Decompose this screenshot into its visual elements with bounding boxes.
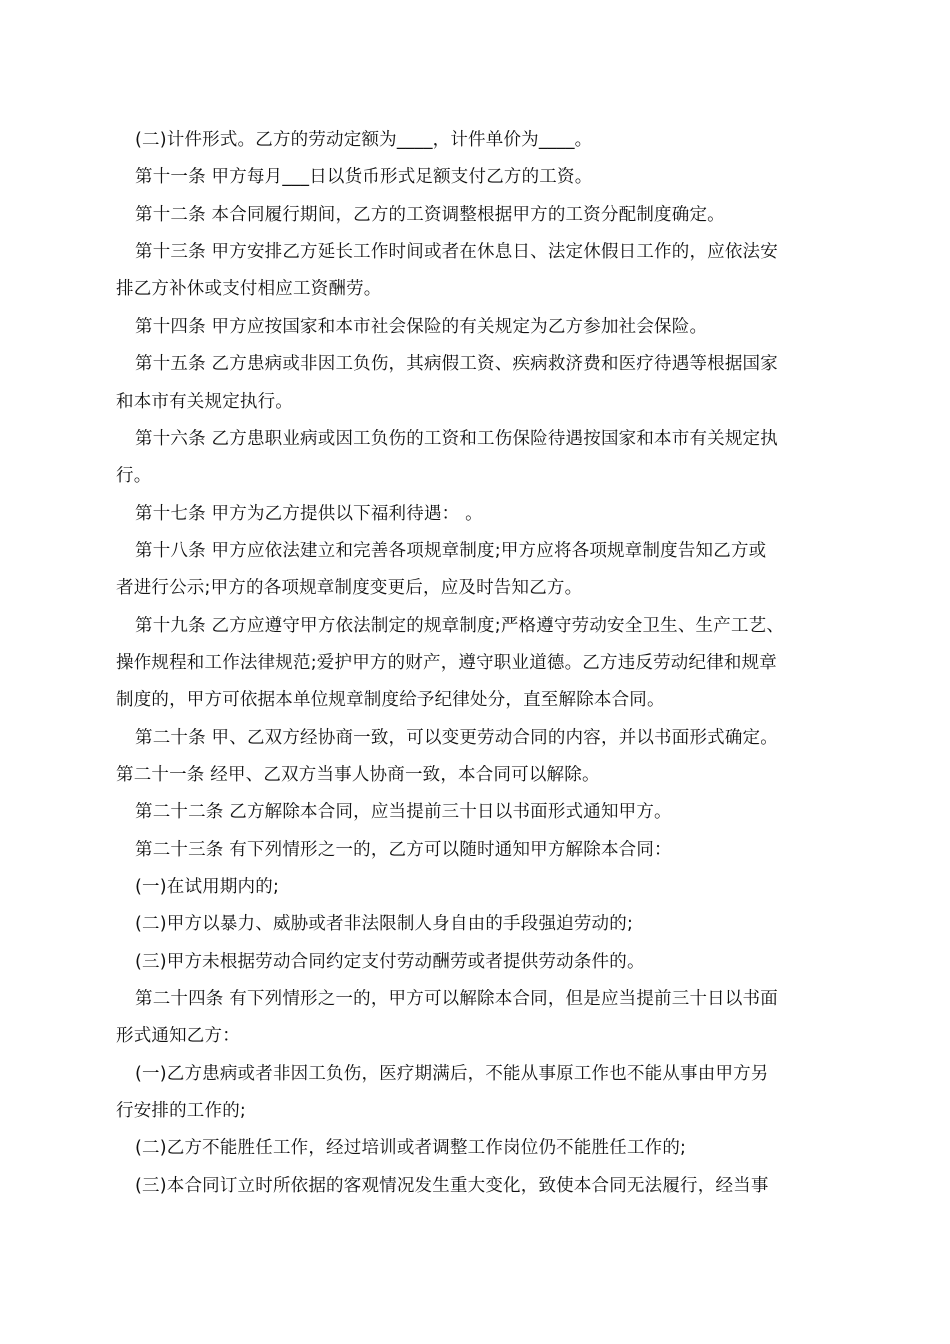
text-line: (二)计件形式。乙方的劳动定额为____，计件单价为____。: [135, 130, 593, 150]
text-line: (一)乙方患病或者非因工负伤，医疗期满后，不能从事原工作也不能从事由甲方另: [135, 1064, 769, 1084]
text-line: 制度的，甲方可依据本单位规章制度给予纪律处分，直至解除本合同。: [116, 690, 665, 710]
text-line: 第十六条 乙方患职业病或因工负伤的工资和工伤保险待遇按国家和本市有关规定执: [135, 429, 778, 449]
text-line: 第二十一条 经甲、乙双方当事人协商一致，本合同可以解除。: [116, 765, 600, 785]
text-line: (一)在试用期内的;: [135, 877, 280, 897]
text-line: (三)本合同订立时所依据的客观情况发生重大变化，致使本合同无法履行，经当事: [135, 1176, 769, 1196]
text-line: 行安排的工作的;: [116, 1101, 246, 1121]
text-line: 第十九条 乙方应遵守甲方依法制定的规章制度;严格遵守劳动安全卫生、生产工艺、: [135, 616, 785, 636]
text-line: 第二十三条 有下列情形之一的，乙方可以随时通知甲方解除本合同：: [135, 840, 672, 860]
text-line: 形式通知乙方：: [116, 1026, 240, 1046]
text-line: (二)乙方不能胜任工作，经过培训或者调整工作岗位仍不能胜任工作的;: [135, 1138, 687, 1158]
text-line: (二)甲方以暴力、威胁或者非法限制人身自由的手段强迫劳动的;: [135, 914, 634, 934]
text-line: (三)甲方未根据劳动合同约定支付劳动酬劳或者提供劳动条件的。: [135, 952, 645, 972]
text-line: 第十二条 本合同履行期间，乙方的工资调整根据甲方的工资分配制度确定。: [135, 205, 725, 225]
text-line: 者进行公示;甲方的各项规章制度变更后，应及时告知乙方。: [116, 578, 583, 598]
text-line: 第十一条 甲方每月___日以货币形式足额支付乙方的工资。: [135, 167, 593, 187]
text-line: 第十五条 乙方患病或非因工负伤，其病假工资、疾病救济费和医疗待遇等根据国家: [135, 354, 778, 374]
text-line: 排乙方补休或支付相应工资酬劳。: [116, 279, 382, 299]
text-line: 行。: [116, 466, 152, 486]
text-line: 第二十四条 有下列情形之一的，甲方可以解除本合同，但是应当提前三十日以书面: [135, 989, 778, 1009]
text-line: 第十八条 甲方应依法建立和完善各项规章制度;甲方应将各项规章制度告知乙方或: [135, 541, 767, 561]
text-line: 第二十条 甲、乙双方经协商一致，可以变更劳动合同的内容，并以书面形式确定。: [135, 728, 778, 748]
text-line: 第二十二条 乙方解除本合同，应当提前三十日以书面形式通知甲方。: [135, 802, 672, 822]
text-line: 操作规程和工作法律规范;爱护甲方的财产，遵守职业道德。乙方违反劳动纪律和规章: [116, 653, 777, 673]
text-line: 第十三条 甲方安排乙方延长工作时间或者在休息日、法定休假日工作的，应依法安: [135, 242, 778, 262]
text-line: 第十四条 甲方应按国家和本市社会保险的有关规定为乙方参加社会保险。: [135, 317, 708, 337]
text-line: 和本市有关规定执行。: [116, 392, 293, 412]
text-line: 第十七条 甲方为乙方提供以下福利待遇： 。: [135, 504, 483, 524]
